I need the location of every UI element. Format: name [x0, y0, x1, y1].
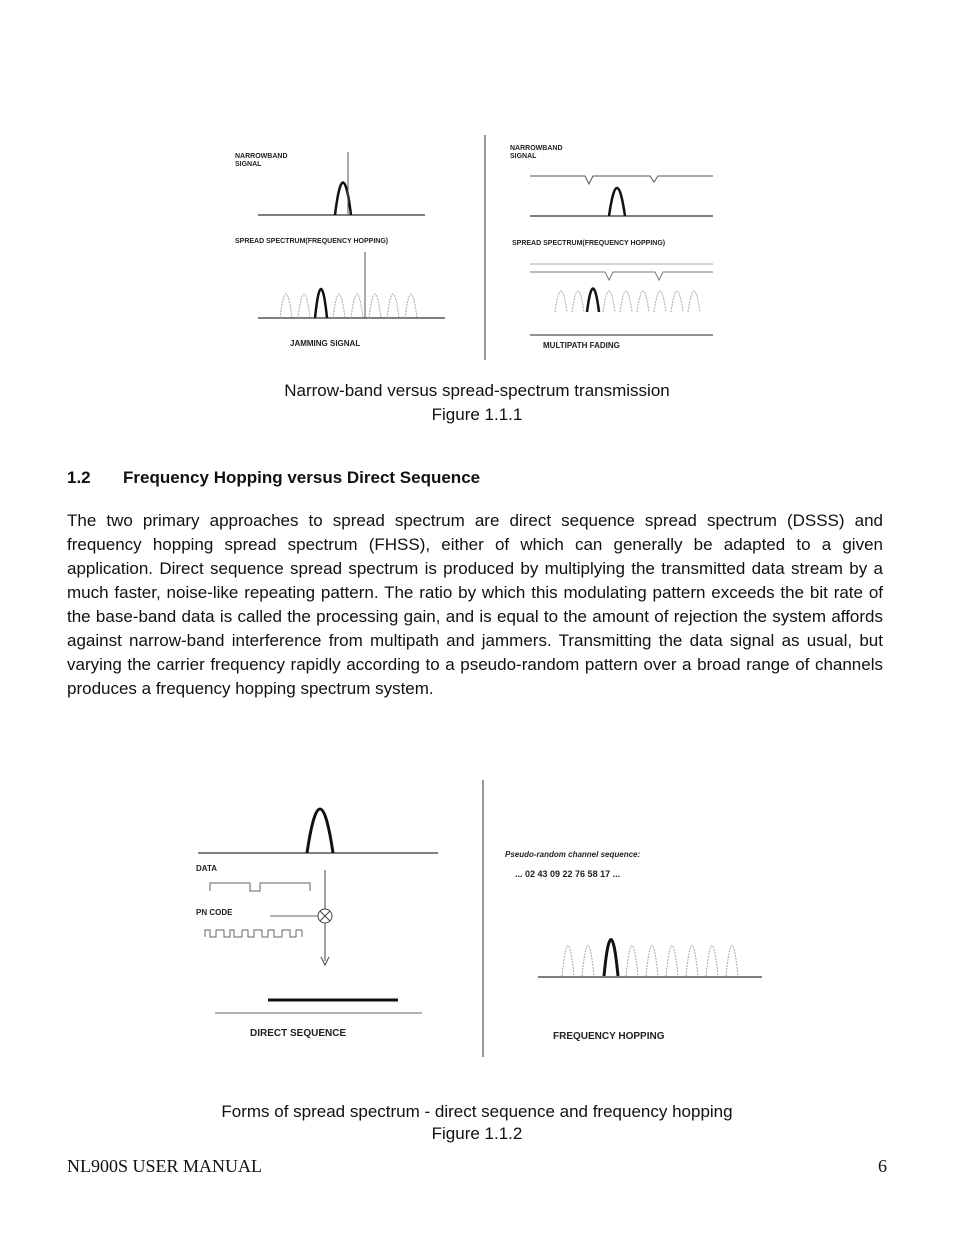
hop-active-peak-left [315, 289, 327, 318]
figure-1-1-2-caption: Forms of spread spectrum - direct sequence and frequency hopping [221, 1102, 733, 1121]
body-paragraph: The two primary approaches to spread spectrum are direct sequence spread spectrum (DSSS) and frequency hopping spread spectrum (FHSS), either of which can generally be adapted to a given application. Direct sequence spread spectrum is produced by multiplying the transmitted data stream by a much faster, noise-like repeating pattern. The ratio by which this modulating pattern exceeds the bit rate of the base-band data is called the processing gain, and is equal to the amount of rejection the system affords against narrow-band interference from multipath and jammers. Transmitting the data signal as usual, but varying the carrier frequency rapidly according to a pseudo-random pattern over a broad range of channels produces a frequency hopping spectrum system. [67, 511, 883, 698]
figure-1-1-2-diagram [190, 775, 770, 1065]
narrowband-label-left-2: SIGNAL [235, 161, 262, 168]
hop-peaks-left [280, 294, 417, 318]
narrowband-label-right-1: NARROWBAND [510, 145, 563, 152]
figure-1-1-1-caption: Narrow-band versus spread-spectrum transmission [284, 381, 670, 400]
fading-line-top [530, 176, 713, 184]
footer-page-number: 6 [878, 1156, 887, 1176]
frequency-hopping-label: FREQUENCY HOPPING [553, 1031, 665, 1042]
hop-peaks-right [555, 291, 700, 312]
figure-1-1-1 [225, 130, 725, 365]
section-title: Frequency Hopping versus Direct Sequence [123, 468, 481, 487]
ds-data-waveform [210, 883, 310, 891]
narrowband-peak-left [335, 183, 351, 216]
figure-1-1-1-number: Figure 1.1.1 [431, 405, 523, 424]
fh-sequence-values: ... 02 43 09 22 76 58 17 ... [515, 869, 621, 879]
ds-data-label: DATA [196, 864, 218, 873]
ds-pn-waveform [205, 930, 302, 937]
ds-pn-code-label: PN CODE [196, 908, 233, 917]
figure-1-1-2-number: Figure 1.1.2 [431, 1124, 523, 1143]
fh-hop-peaks [562, 946, 738, 977]
section-number: 1.2 [67, 468, 91, 487]
spread-label-right: SPREAD SPECTRUM(FREQUENCY HOPPING) [512, 240, 666, 247]
jamming-signal-label: JAMMING SIGNAL [290, 339, 361, 348]
narrowband-label-left-1: NARROWBAND [235, 153, 288, 160]
multipath-fading-label: MULTIPATH FADING [543, 341, 620, 350]
hop-active-peak-right [587, 289, 599, 313]
fading-line-bottom-2 [530, 272, 713, 280]
ds-narrow-peak [307, 809, 333, 853]
figure-1-1-1-diagram [225, 130, 725, 365]
fh-sequence-title: Pseudo-random channel sequence: [505, 850, 641, 859]
section-heading [67, 468, 480, 488]
figure-1-1-2 [190, 775, 770, 1065]
fh-active-peak [604, 940, 618, 977]
narrowband-label-right-2: SIGNAL [510, 153, 537, 160]
direct-sequence-label: DIRECT SEQUENCE [250, 1028, 347, 1039]
spread-label-left: SPREAD SPECTRUM(FREQUENCY HOPPING) [235, 238, 389, 245]
footer-manual-title: NL900S USER MANUAL [67, 1156, 263, 1176]
narrowband-peak-right [609, 188, 625, 216]
